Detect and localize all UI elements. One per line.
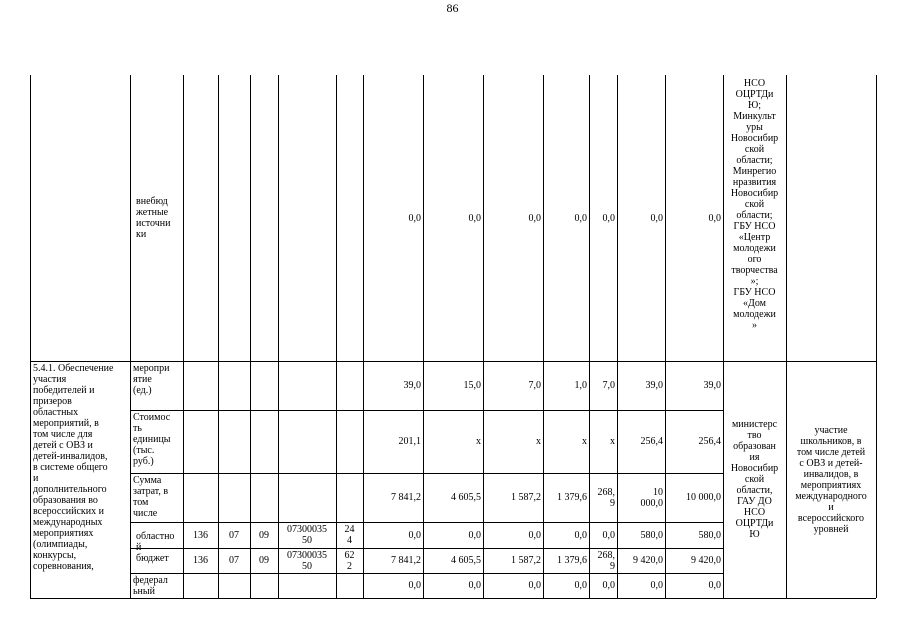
value-cell: 10 000,0 — [640, 486, 663, 509]
value-cell: x — [582, 436, 587, 447]
value-cell: 39,0 — [645, 380, 663, 391]
value-cell: 1 587,2 — [511, 555, 541, 566]
value-cell: 201,1 — [398, 436, 421, 447]
value-cell: 7 841,2 — [391, 492, 421, 503]
value-cell: 0,0 — [708, 580, 721, 591]
code-cell: 07300035 50 — [287, 524, 327, 546]
value-cell: 0,0 — [602, 212, 615, 224]
value-cell: x — [476, 436, 481, 447]
value-cell: 0,0 — [468, 529, 481, 541]
value-cell: 0,0 — [408, 212, 421, 224]
value-cell: 7,0 — [602, 380, 615, 391]
value-cell: 0,0 — [650, 212, 663, 224]
value-cell: 39,0 — [703, 380, 721, 391]
value-cell: 4 605,5 — [451, 492, 481, 503]
code-cell: 62 2 — [344, 549, 355, 572]
value-cell: 256,4 — [640, 436, 663, 447]
value-cell: 1,0 — [574, 380, 587, 391]
activity-executor: министерс тво образован ия Новосибир ской области, ГАУ ДО НСО ОЦРТДи Ю — [730, 419, 779, 540]
grid-vline — [218, 75, 219, 598]
value-cell: 0,0 — [574, 212, 587, 224]
value-cell: 0,0 — [528, 580, 541, 591]
row-label: меропри ятие (ед.) — [133, 363, 170, 396]
value-cell: 9 420,0 — [691, 555, 721, 566]
value-cell: 4 605,5 — [451, 555, 481, 566]
grid-vline — [336, 75, 337, 598]
value-cell: 0,0 — [408, 580, 421, 591]
value-cell: 0,0 — [650, 580, 663, 591]
page-number: 86 — [446, 1, 459, 15]
value-cell: 0,0 — [528, 529, 541, 541]
code-cell: 24 4 — [344, 524, 355, 546]
value-cell: 580,0 — [640, 529, 663, 541]
code-cell: 07300035 50 — [287, 549, 327, 572]
activity-name: 5.4.1. Обеспечение участия победителей и призеров областных мероприятий, в том числе для детей с ОВЗ и детей-инвалидов, в системе общего и дополнительного образования во всероссийских и международных мероприятиях (олимпиады, конкурсы, соревнования, — [33, 363, 114, 572]
value-cell: 0,0 — [528, 212, 541, 224]
code-cell: 136 — [193, 555, 208, 566]
value-cell: 7 841,2 — [391, 555, 421, 566]
code-cell: 09 — [259, 555, 269, 566]
value-cell: 0,0 — [468, 580, 481, 591]
value-cell: 9 420,0 — [633, 555, 663, 566]
value-cell: 268, 9 — [597, 549, 615, 572]
grid-vline — [876, 75, 877, 598]
grid-vline — [250, 75, 251, 598]
grid-hline — [30, 598, 876, 599]
value-cell: 39,0 — [403, 380, 421, 391]
grid-vline — [278, 75, 279, 598]
value-cell: x — [536, 436, 541, 447]
value-cell: 0,0 — [408, 529, 421, 541]
row-label: Стоимос ть единицы (тыс. руб.) — [133, 412, 171, 467]
value-cell: 0,0 — [708, 212, 721, 224]
value-cell: 1 587,2 — [511, 492, 541, 503]
code-cell: 07 — [229, 555, 239, 566]
value-cell: 0,0 — [468, 212, 481, 224]
row-label: федерал ьный — [133, 575, 168, 597]
value-cell: 7,0 — [528, 380, 541, 391]
executor-cell: НСО ОЦРТДи Ю; Минкульт уры Новосибир ской области; Минрегио нразвития Новосибир ской области; ГБУ НСО «Центр молодежи ого творчества »; ГБУ НСО «Дом молодежи » — [730, 78, 779, 331]
code-cell: 09 — [259, 529, 269, 541]
value-cell: 0,0 — [602, 580, 615, 591]
value-cell: 1 379,6 — [557, 492, 587, 503]
value-cell: 0,0 — [574, 529, 587, 541]
value-cell: 10 000,0 — [686, 492, 721, 503]
regional-budget-label: областно й бюджет — [136, 531, 175, 564]
value-cell: 580,0 — [698, 529, 721, 541]
code-cell: 136 — [193, 529, 208, 541]
value-cell: 268, 9 — [597, 486, 615, 509]
source-label: внебюд жетные источни ки — [136, 196, 171, 240]
code-cell: 07 — [229, 529, 239, 541]
value-cell: 256,4 — [698, 436, 721, 447]
grid-vline — [183, 75, 184, 598]
row-label: Сумма затрат, в том числе — [133, 475, 169, 519]
activity-result: участие школьников, в том числе детей с ОВЗ и детей- инвалидов, в мероприятиях международного и всероссийского уровней — [795, 424, 867, 535]
value-cell: 0,0 — [574, 580, 587, 591]
value-cell: 1 379,6 — [557, 555, 587, 566]
value-cell: 0,0 — [602, 529, 615, 541]
value-cell: 15,0 — [463, 380, 481, 391]
value-cell: x — [610, 436, 615, 447]
